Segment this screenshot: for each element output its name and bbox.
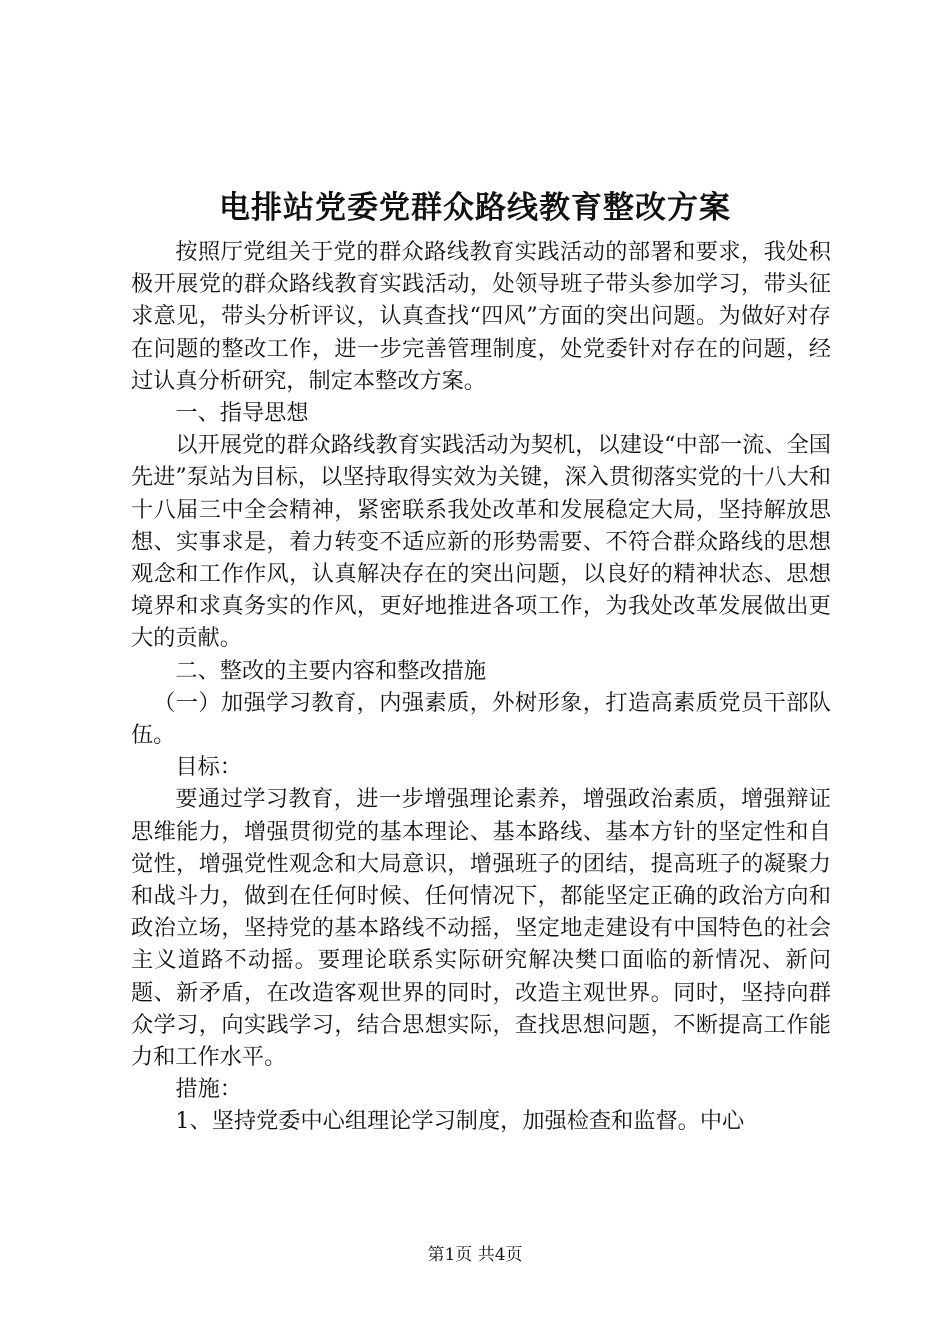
paragraph-intro: 按照厅党组关于党的群众路线教育实践活动的部署和要求，我处积极开展党的群众路线教育实践活动，处领导班子带头参加学习，带头征求意见，带头分析评议，认真查找“四风”方面的突出问题。为做好对存在问题的整改工作，进一步完善管理制度，处党委针对存在的问题，经过认真分析研究，制定本整改方案。: [131, 239, 831, 394]
document-title: 电排站党委党群众路线教育整改方案: [219, 190, 731, 226]
document-body: [131, 236, 831, 1138]
section-heading-guiding-thought: 一、指导思想: [175, 400, 309, 427]
page-footer: 第1页 共4页: [427, 1245, 523, 1265]
paragraph-guiding-thought: 以开展党的群众路线教育实践活动为契机，以建设“中部一流、全国先进”泵站为目标，以坚持取得实效为关键，深入贯彻落实党的十八大和十八届三中全会精神，紧密联系我处改革和发展稳定大局，坚持解放思想、实事求是，着力转变不适应新的形势需要、不符合群众路线的思想观念和工作作风，认真解决存在的突出问题，以良好的精神状态、思想境界和求真务实的作风，更好地推进各项工作，为我处改革发展做出更大的贡献。: [131, 432, 831, 652]
subsection-heading-study: （一）加强学习教育，内强素质，外树形象，打造高素质党员干部队伍。: [131, 689, 831, 749]
paragraph-goal: 要通过学习教育，进一步增强理论素养，增强政治素质，增强辩证思维能力，增强贯彻党的基本理论、基本路线、基本方针的坚定性和自觉性，增强党性观念和大局意识，增强班子的团结，提高班子的凝聚力和战斗力，做到在任何时候、任何情况下，都能坚定正确的政治方向和政治立场，坚持党的基本路线不动摇，坚定地走建设有中国特色的社会主义道路不动摇。要理论联系实际研究解决樊口面临的新情况、新问题、新矛盾，在改造客观世界的同时，改造主观世界。同时，坚持向群众学习，向实践学习，结合思想实际，查找思想问题，不断提高工作能力和工作水平。: [131, 786, 831, 1071]
label-measures: 措施：: [175, 1076, 242, 1103]
label-goal: 目标：: [175, 754, 242, 781]
section-heading-rectification: 二、整改的主要内容和整改措施: [175, 657, 487, 684]
paragraph-measure-1: 1、坚持党委中心组理论学习制度，加强检查和监督。中心: [175, 1108, 745, 1135]
